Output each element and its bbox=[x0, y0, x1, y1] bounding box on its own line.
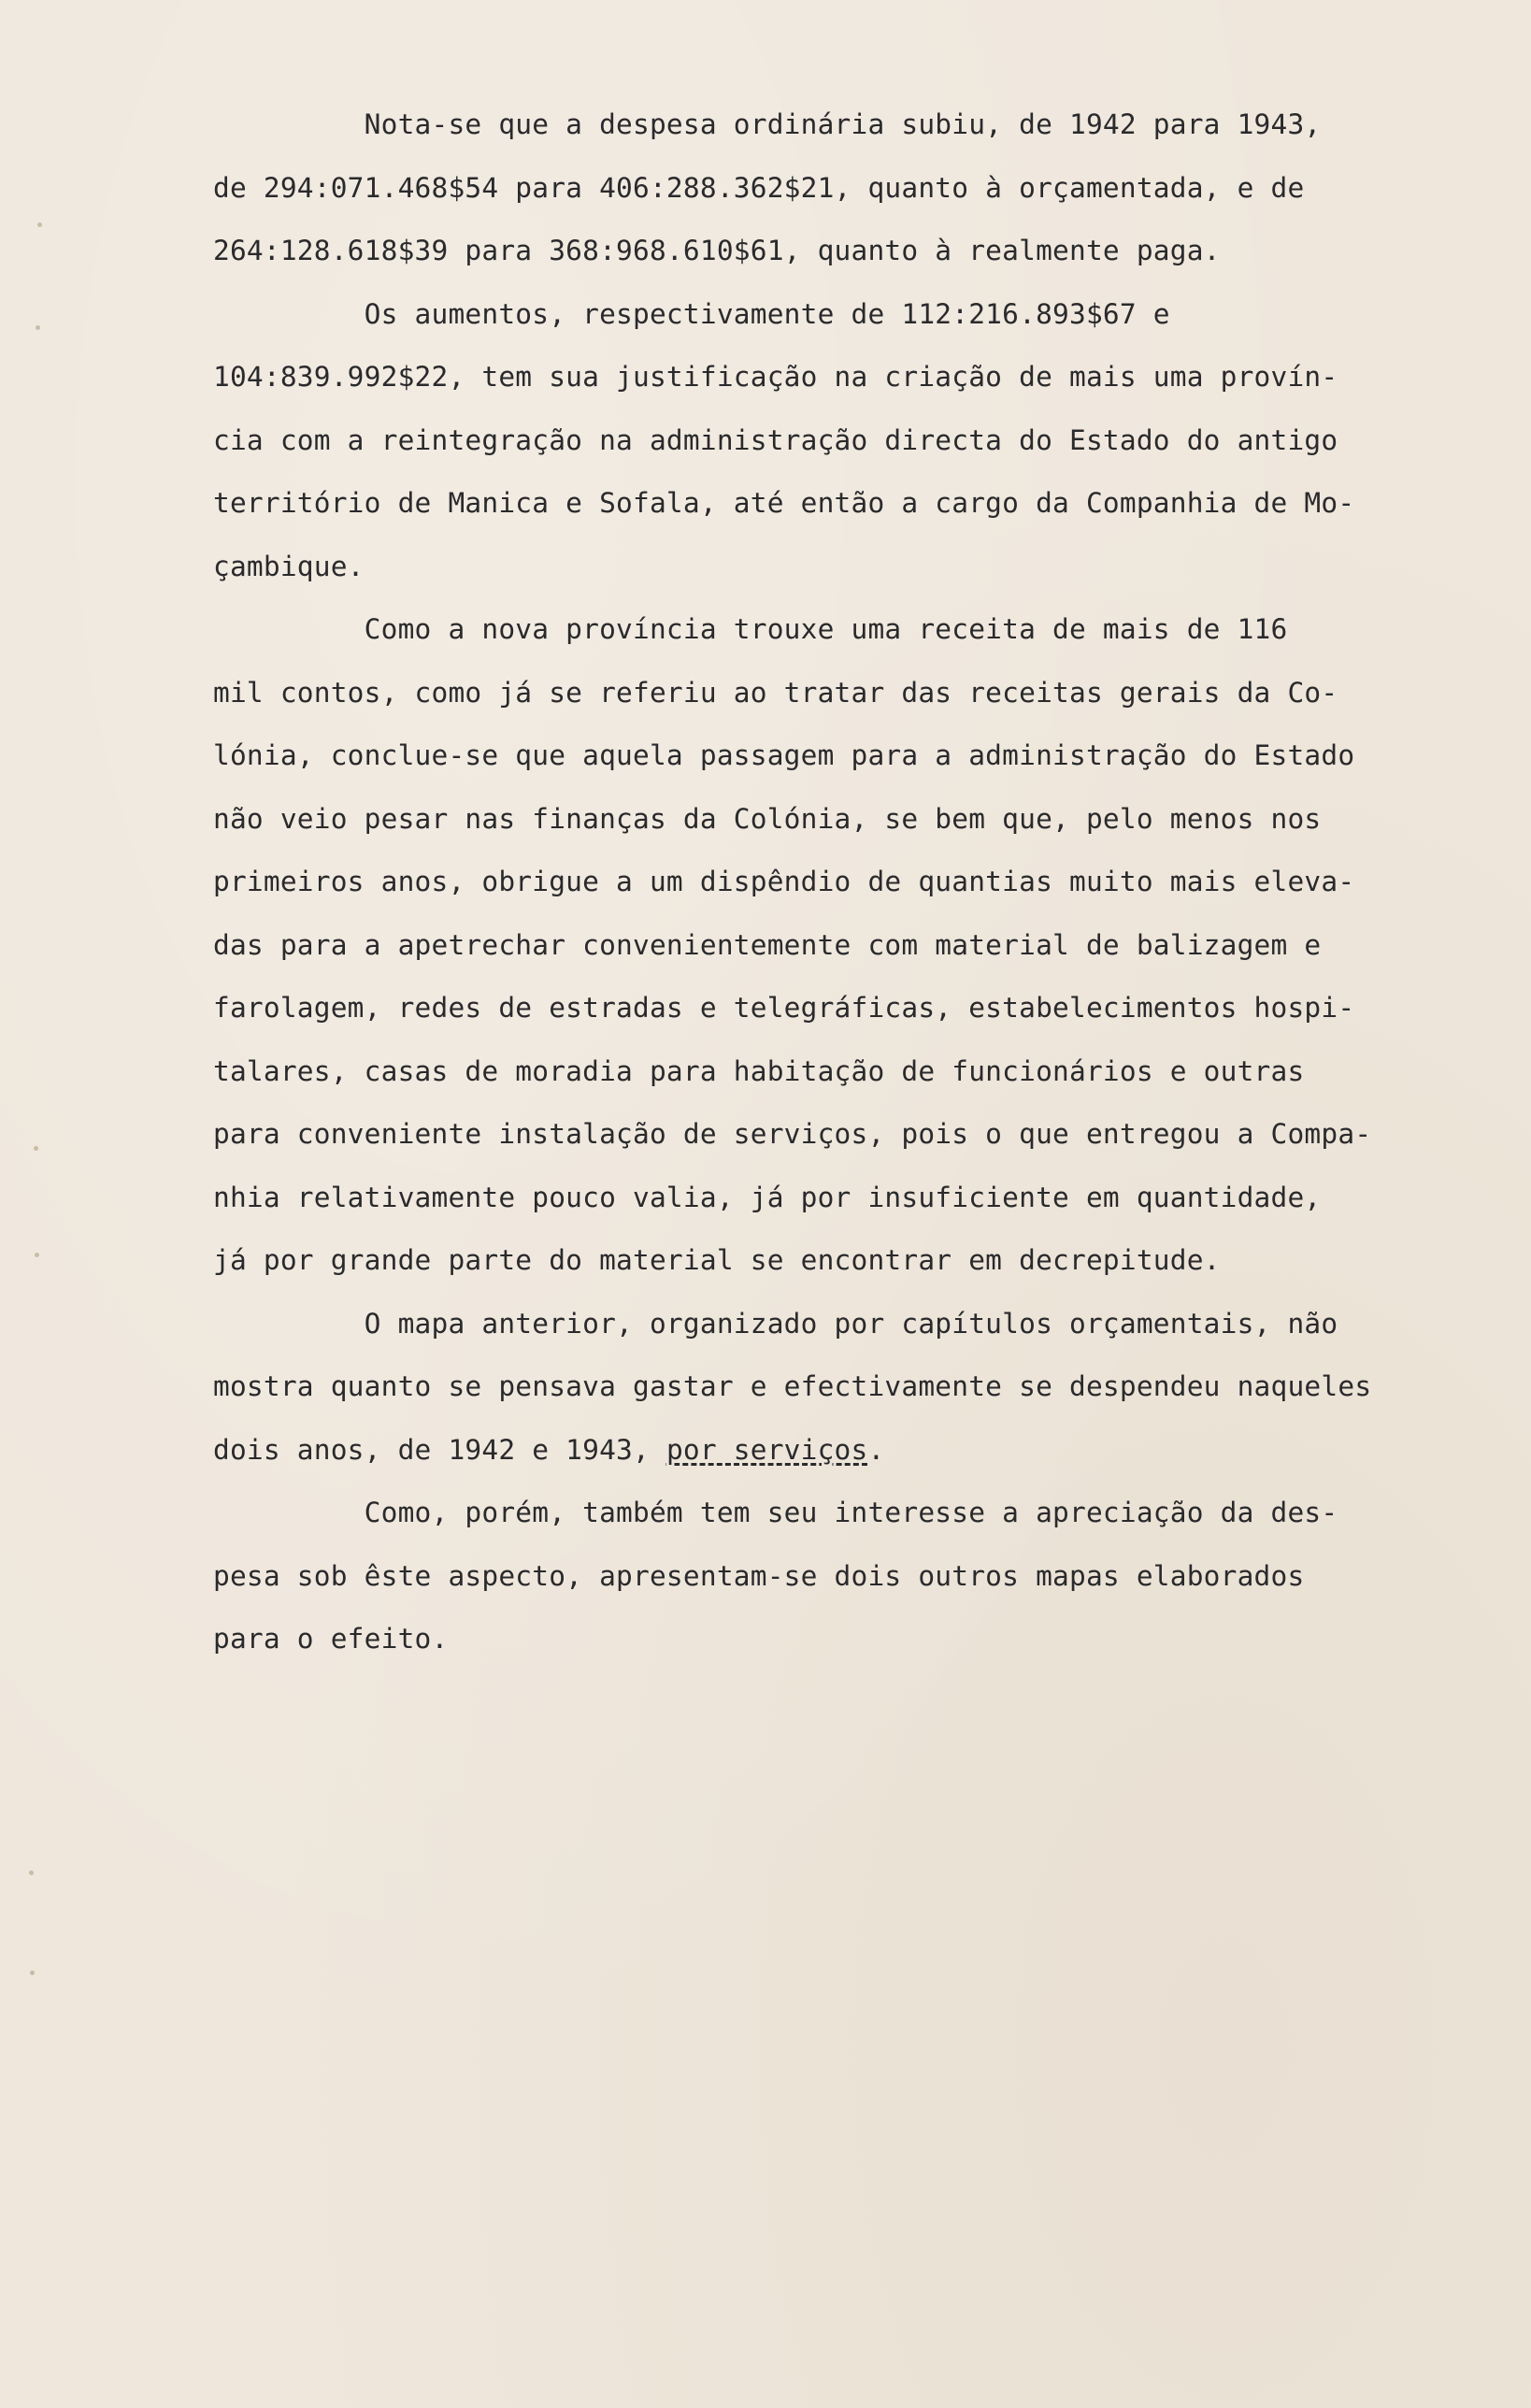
text-line: já por grande parte do material se encontrar em decrepitude. bbox=[213, 1244, 1221, 1276]
text-line: talares, casas de moradia para habitação de funcionários e outras bbox=[213, 1054, 1305, 1087]
paper-speck bbox=[29, 1870, 34, 1875]
text-line: Como, porém, também tem seu interesse a apreciação da des- bbox=[213, 1497, 1338, 1528]
text-line: para conveniente instalação de serviços, pois o que entregou a Compa- bbox=[213, 1118, 1372, 1150]
text-line: pesa sob êste aspecto, apresentam-se dois outros mapas elaborados bbox=[213, 1559, 1305, 1592]
line-end-punctuation: . bbox=[867, 1433, 885, 1466]
underlined-phrase: por serviços bbox=[665, 1433, 868, 1466]
paper-speck bbox=[35, 1253, 39, 1257]
text-line-with-underline bbox=[213, 1419, 1522, 1483]
typed-text-body bbox=[213, 93, 1522, 1671]
text-line: primeiros anos, obrigue a um dispêndio de quantias muito mais eleva- bbox=[213, 866, 1355, 897]
paper-speck bbox=[37, 222, 42, 227]
text-line: para o efeito. bbox=[213, 1623, 449, 1655]
text-line: não veio pesar nas finanças da Colónia, se bem que, pelo menos nos bbox=[213, 802, 1322, 835]
text-line: Os aumentos, respectivamente de 112:216.893$67 e bbox=[213, 297, 1170, 330]
text-line: Nota-se que a despesa ordinária subiu, de 1942 para 1943, bbox=[213, 108, 1322, 140]
text-line-start: dois anos, de 1942 e 1943, bbox=[213, 1433, 666, 1466]
text-line: çambique. bbox=[213, 550, 365, 582]
text-line: mil contos, como já se referiu ao tratar das receitas gerais da Co- bbox=[213, 676, 1338, 709]
text-line: mostra quanto se pensava gastar e efectivamente se despendeu naqueles bbox=[213, 1370, 1372, 1402]
text-line: lónia, conclue-se que aquela passagem para a administração do Estado bbox=[213, 739, 1355, 771]
paper-speck bbox=[30, 1971, 35, 1975]
text-line: 264:128.618$39 para 368:968.610$61, quanto à realmente paga. bbox=[213, 235, 1221, 266]
text-line: de 294:071.468$54 para 406:288.362$21, quanto à orçamentada, e de bbox=[213, 171, 1305, 204]
text-line: farolagem, redes de estradas e telegráficas, estabelecimentos hospi- bbox=[213, 992, 1355, 1024]
text-line: das para a apetrechar convenientemente com material de balizagem e bbox=[213, 928, 1322, 961]
text-line: Como a nova província trouxe uma receita de mais de 116 bbox=[213, 613, 1288, 645]
paper-speck bbox=[36, 325, 40, 330]
text-line: cia com a reintegração na administração directa do Estado do antigo bbox=[213, 423, 1338, 456]
paper-speck bbox=[34, 1146, 38, 1151]
text-line: território de Manica e Sofala, até então a cargo da Companhia de Mo- bbox=[213, 487, 1355, 519]
text-line: nhia relativamente pouco valia, já por insuficiente em quantidade, bbox=[213, 1181, 1322, 1213]
text-line: 104:839.992$22, tem sua justificação na criação de mais uma provín- bbox=[213, 361, 1338, 393]
text-line: O mapa anterior, organizado por capítulos orçamentais, não bbox=[213, 1307, 1338, 1340]
